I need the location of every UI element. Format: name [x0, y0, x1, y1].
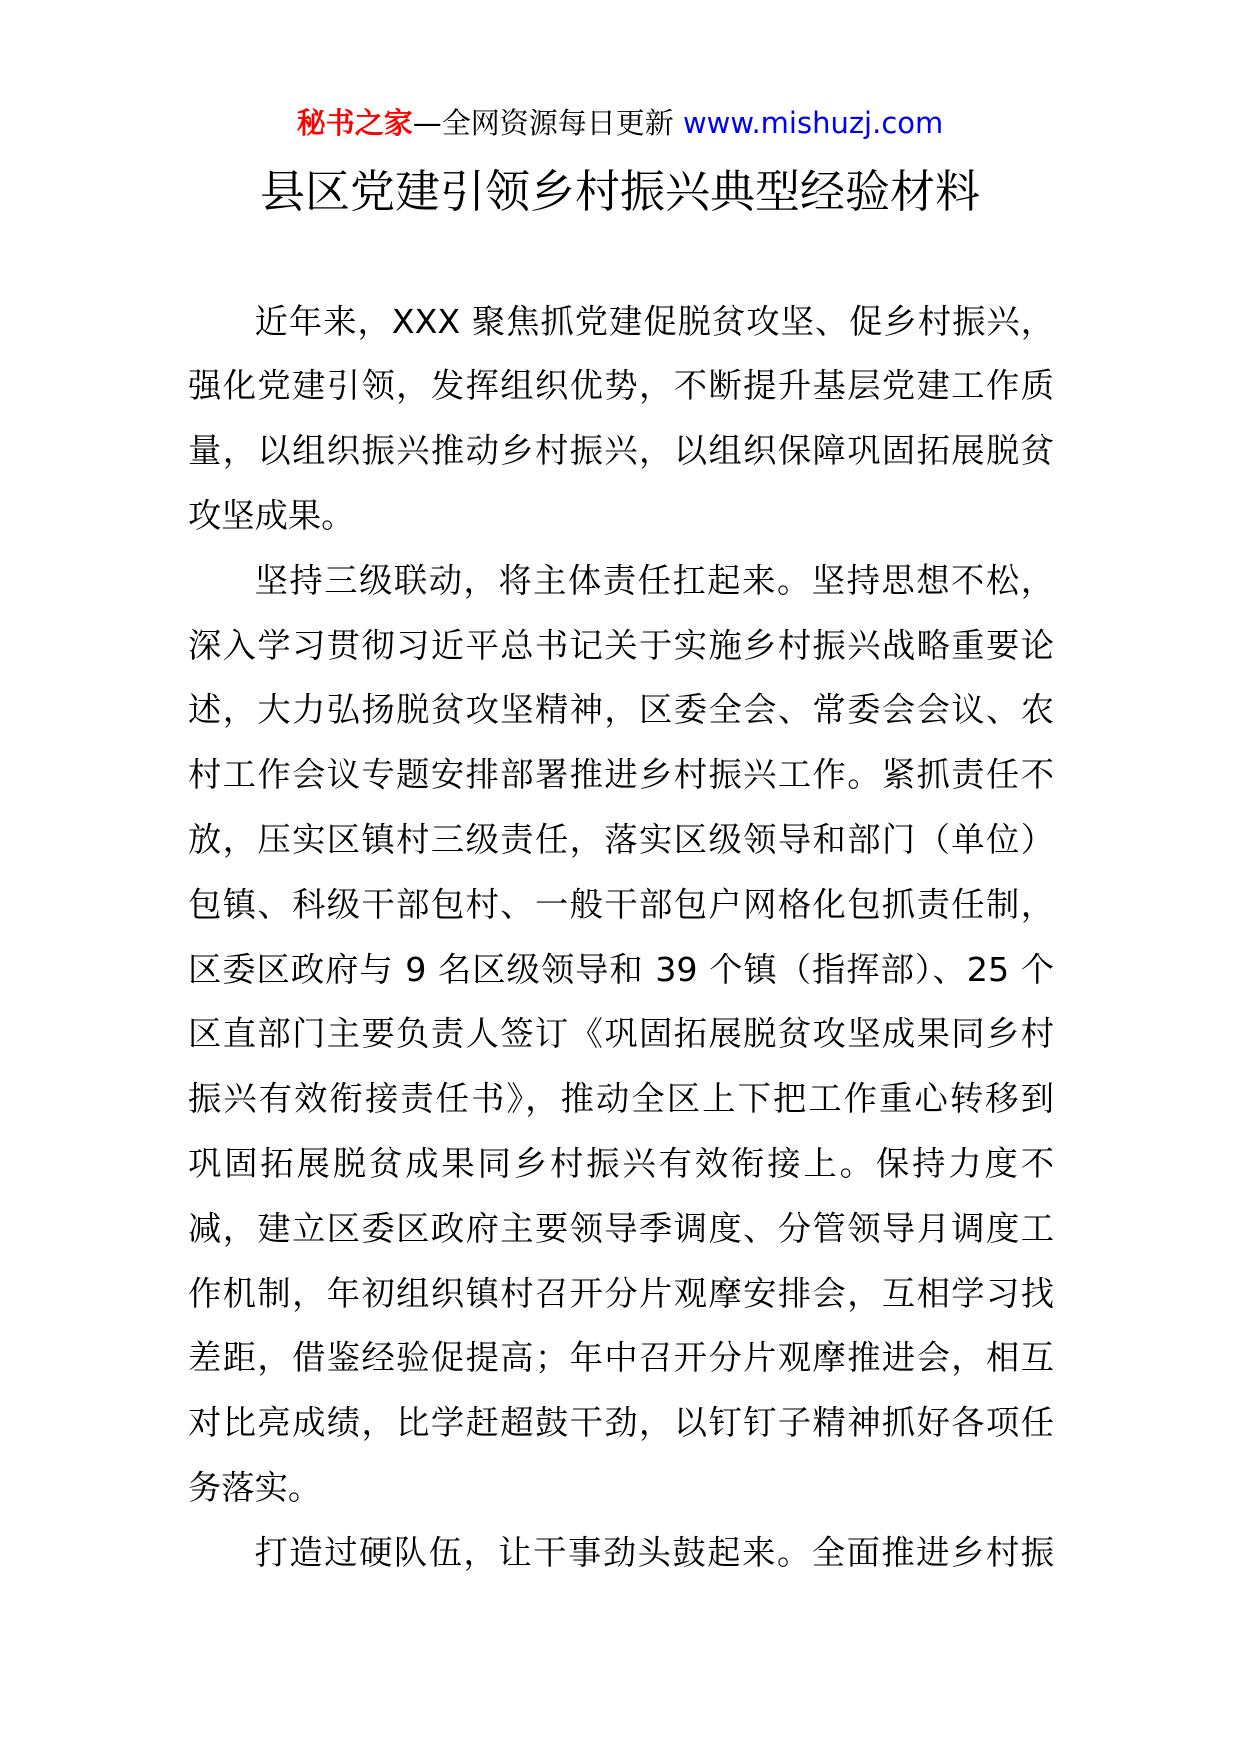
paragraph-line: 包镇、科级干部包村、一般干部包户网格化包抓责任制，: [188, 884, 1054, 924]
paragraph: [188, 290, 1054, 549]
paragraph-line: 述，大力弘扬脱贫攻坚精神，区委全会、常委会会议、农: [188, 690, 1054, 730]
site-url: www.mishuzj.com: [682, 106, 944, 140]
paragraph-line: 差距，借鉴经验促提高；年中召开分片观摩推进会，相互: [188, 1338, 1054, 1378]
paragraph-line: 务落实。: [188, 1467, 322, 1507]
paragraph-line: 对比亮成绩，比学赶超鼓干劲，以钉钉子精神抓好各项任: [188, 1403, 1054, 1443]
paragraph-line: 村工作会议专题安排部署推进乡村振兴工作。紧抓责任不: [188, 755, 1054, 795]
paragraph-line: 减，建立区委区政府主要领导季调度、分管领导月调度工: [188, 1208, 1054, 1248]
paragraph-line: 坚持三级联动，将主体责任扛起来。坚持思想不松，: [254, 560, 1054, 600]
paragraph-line: 区委区政府与 9 名区级领导和 39 个镇（指挥部）、25 个: [188, 949, 1054, 989]
paragraph-line: 强化党建引领，发挥组织优势，不断提升基层党建工作质: [188, 366, 1054, 406]
document-body: [188, 290, 1054, 1586]
paragraph-line: 巩固拓展脱贫成果同乡村振兴有效衔接上。保持力度不: [188, 1143, 1054, 1183]
paragraph-line: 振兴有效衔接责任书》，推动全区上下把工作重心转移到: [188, 1079, 1054, 1119]
site-header: [0, 103, 1240, 143]
paragraph-line: 打造过硬队伍，让干事劲头鼓起来。全面推进乡村振: [254, 1532, 1054, 1572]
paragraph-line: 攻坚成果。: [188, 495, 355, 535]
paragraph-line: 放，压实区镇村三级责任，落实区级领导和部门（单位）: [188, 819, 1054, 859]
site-brand: 秘书之家: [296, 106, 413, 140]
paragraph: [188, 549, 1054, 1521]
paragraph-line: 区直部门主要负责人签订《巩固拓展脱贫攻坚成果同乡村: [188, 1014, 1054, 1054]
paragraph-line: 作机制，年初组织镇村召开分片观摩安排会，互相学习找: [188, 1273, 1054, 1313]
paragraph-line: 近年来，XXX 聚焦抓党建促脱贫攻坚、促乡村振兴，: [254, 301, 1054, 341]
paragraph-line: 量，以组织振兴推动乡村振兴，以组织保障巩固拓展脱贫: [188, 431, 1054, 471]
site-tagline: —全网资源每日更新: [412, 106, 674, 140]
paragraph-line: 深入学习贯彻习近平总书记关于实施乡村振兴战略重要论: [188, 625, 1054, 665]
document-title: 县区党建引领乡村振兴典型经验材料: [259, 165, 980, 218]
paragraph: [188, 1521, 1054, 1586]
